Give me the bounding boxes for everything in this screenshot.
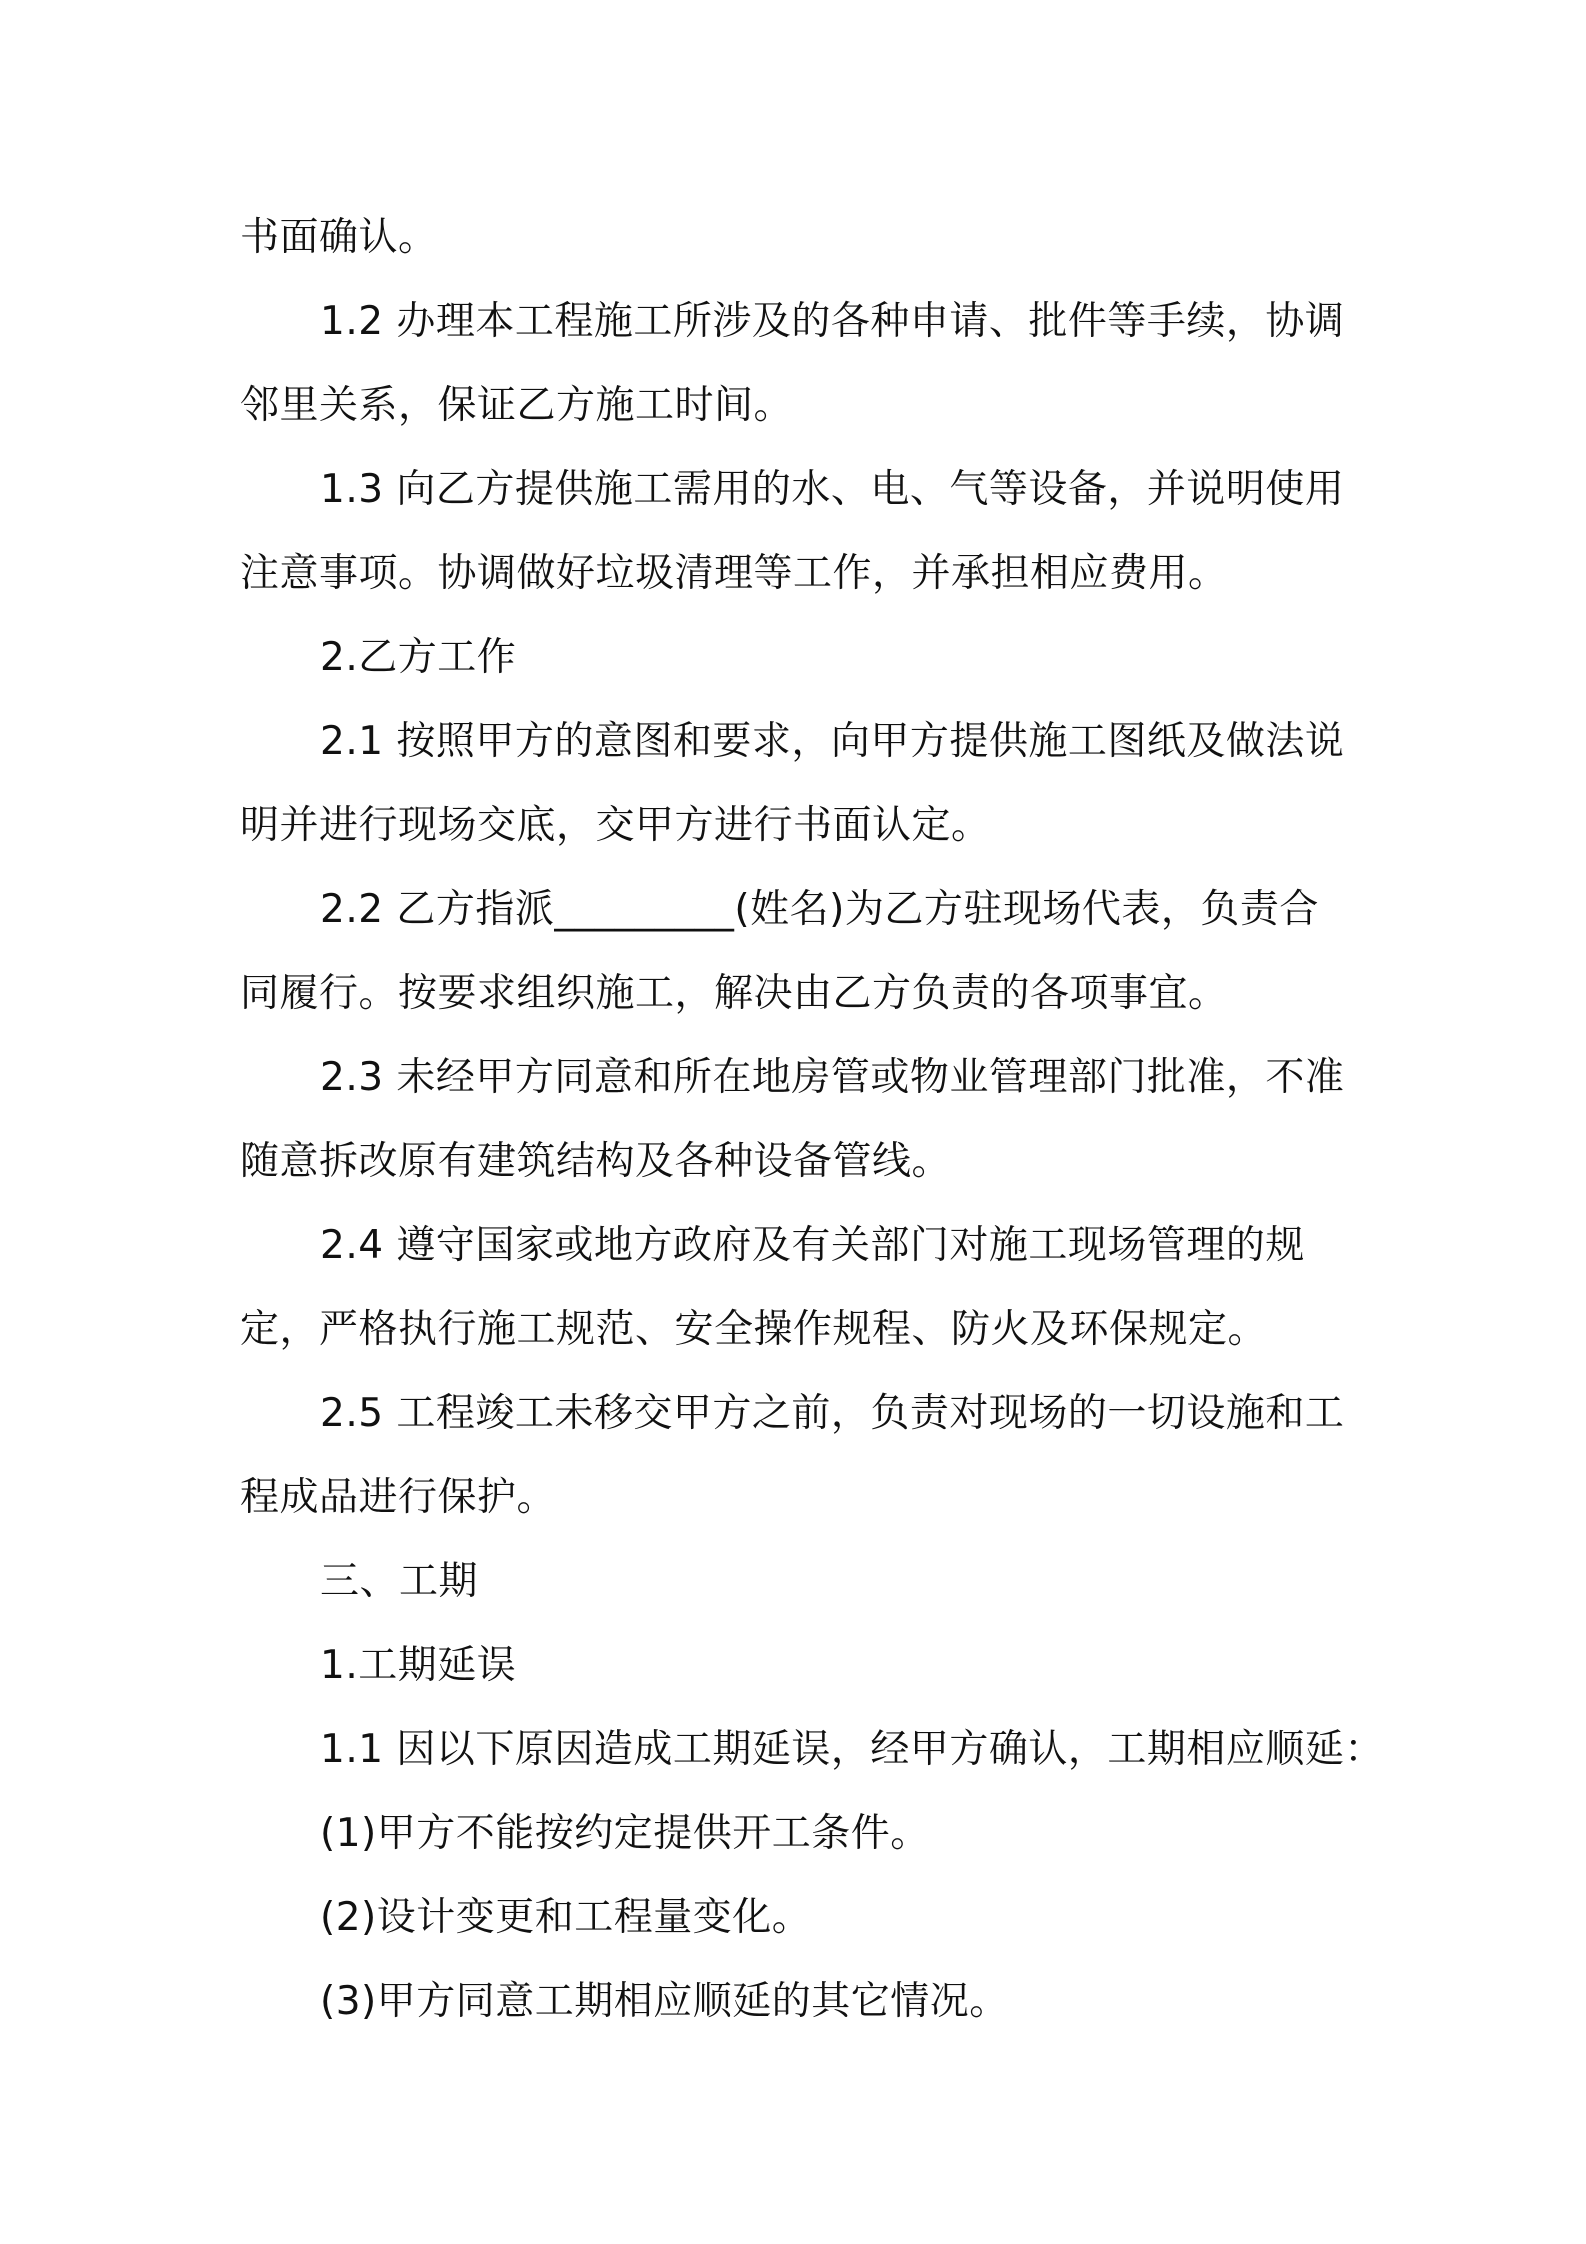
text-line: 程成品进行保护。 xyxy=(240,1475,557,1520)
text-line: 1.1 因以下原因造成工期延误，经甲方确认，工期相应顺延： xyxy=(320,1727,1384,1772)
list-item: (1)甲方不能按约定提供开工条件。 xyxy=(320,1811,930,1856)
text-line: 2.5 工程竣工未移交甲方之前，负责对现场的一切设施和工 xyxy=(320,1391,1345,1436)
text-line: 定，严格执行施工规范、安全操作规程、防火及环保规定。 xyxy=(240,1307,1268,1352)
text-line: 1.2 办理本工程施工所涉及的各种申请、批件等手续，协调 xyxy=(320,299,1345,344)
text-line: 2.3 未经甲方同意和所在地房管或物业管理部门批准，不准 xyxy=(320,1055,1345,1100)
text-line: 随意拆改原有建筑结构及各种设备管线。 xyxy=(240,1139,952,1184)
text-line: 明并进行现场交底，交甲方进行书面认定。 xyxy=(240,803,991,848)
text-line: 2.4 遵守国家或地方政府及有关部门对施工现场管理的规 xyxy=(320,1223,1305,1268)
subsection-heading: 1.工期延误 xyxy=(320,1643,517,1688)
text-line: 邻里关系，保证乙方施工时间。 xyxy=(240,383,794,428)
text-line: 1.3 向乙方提供施工需用的水、电、气等设备，并说明使用 xyxy=(320,467,1345,512)
section-heading: 三、工期 xyxy=(320,1559,479,1604)
text-line: 同履行。按要求组织施工，解决由乙方负责的各项事宜。 xyxy=(240,971,1228,1016)
text-line: 2.2 乙方指派_________(姓名)为乙方驻现场代表，负责合 xyxy=(320,887,1319,932)
text-line: 2.1 按照甲方的意图和要求，向甲方提供施工图纸及做法说 xyxy=(320,719,1345,764)
list-item: (3)甲方同意工期相应顺延的其它情况。 xyxy=(320,1979,1009,2024)
text-line: 书面确认。 xyxy=(240,215,438,260)
document-body xyxy=(240,196,1384,2044)
section-heading: 2.乙方工作 xyxy=(320,635,517,680)
text-line: 注意事项。协调做好垃圾清理等工作，并承担相应费用。 xyxy=(240,551,1228,596)
list-item: (2)设计变更和工程量变化。 xyxy=(320,1895,812,1940)
